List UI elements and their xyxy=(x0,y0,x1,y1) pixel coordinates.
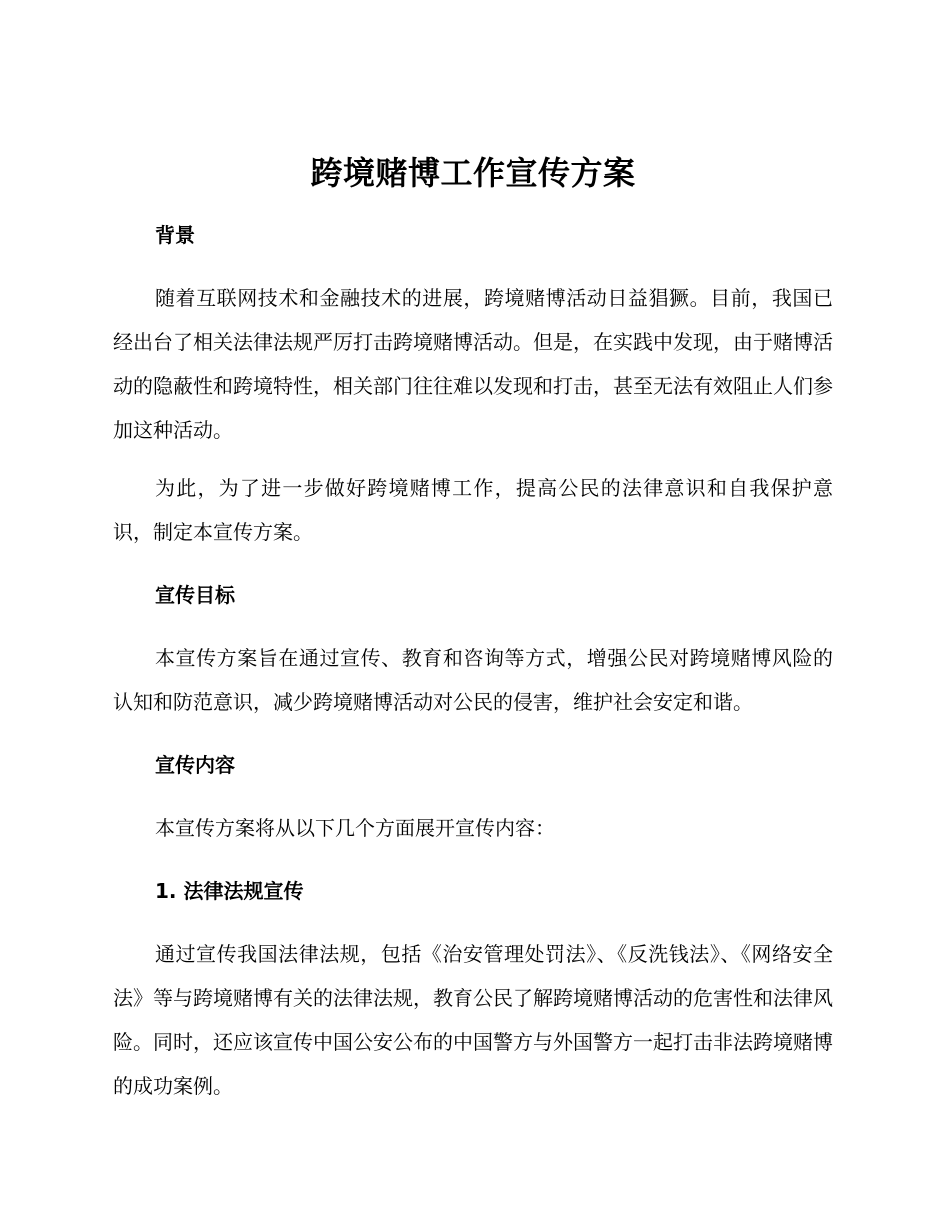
paragraph-content-1: 本宣传方案将从以下几个方面展开宣传内容： xyxy=(155,816,555,840)
paragraph-law-1: 通过宣传我国法律法规，包括《治安管理处罚法》、《反洗钱法》、《网络安全法》等与跨境赌博有关的法律法规，教育公民了解跨境赌博活动的危害性和法律风险。同时，还应该宣传中国公安公布的中国警方与外国警方一起打击非法跨境赌博的成功案例。 xyxy=(113,942,833,1098)
section-heading-content: 宣传内容 xyxy=(155,753,235,777)
subsection-heading-law: 1. 法律法规宣传 xyxy=(155,879,304,903)
document-body xyxy=(113,147,833,1108)
document-title: 跨境赌博工作宣传方案 xyxy=(310,154,636,192)
paragraph-background-1: 随着互联网技术和金融技术的进展，跨境赌博活动日益猖獗。目前，我国已经出台了相关法律法规严厉打击跨境赌博活动。但是，在实践中发现，由于赌博活动的隐蔽性和跨境特性，相关部门往往难以发现和打击，甚至无法有效阻止人们参加这种活动。 xyxy=(113,286,833,442)
paragraph-background-2: 为此，为了进一步做好跨境赌博工作，提高公民的法律意识和自我保护意识，制定本宣传方案。 xyxy=(113,476,833,544)
section-heading-background: 背景 xyxy=(155,223,195,247)
section-heading-goals: 宣传目标 xyxy=(155,583,235,607)
paragraph-goals-1: 本宣传方案旨在通过宣传、教育和咨询等方式，增强公民对跨境赌博风险的认知和防范意识，减少跨境赌博活动对公民的侵害，维护社会安定和谐。 xyxy=(113,646,833,714)
